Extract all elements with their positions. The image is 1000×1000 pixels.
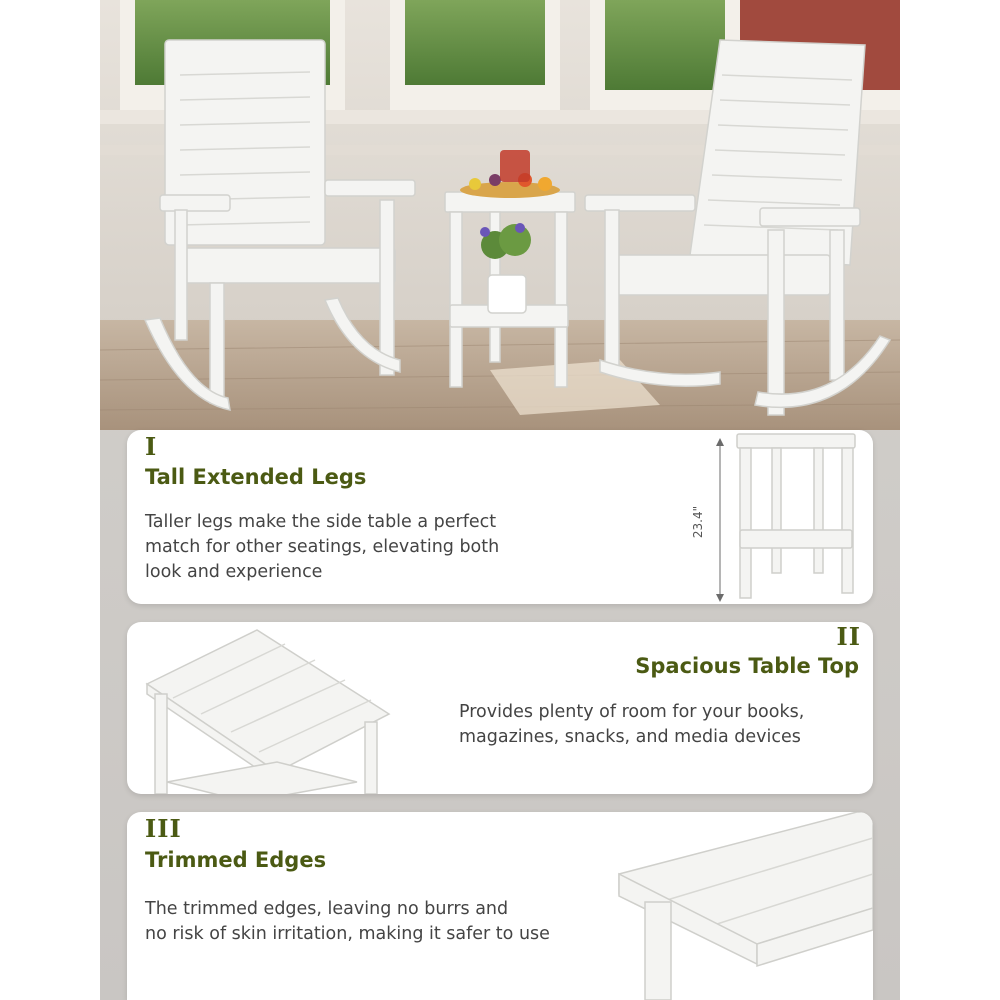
feature-heading: Trimmed Edges [145,848,327,872]
feature-numeral: II [836,622,861,651]
trimmed-edge-closeup [607,812,873,1000]
feature-description: Taller legs make the side table a perfect match for other seatings, elevating both look and experience [145,512,500,582]
feature-card-tall-legs [127,430,873,604]
feature-card-table-top [127,622,873,794]
feature-description: Provides plenty of room for your books, magazines, snacks, and media devices [459,702,805,747]
feature-card-trimmed-edges [127,812,873,1000]
feature-heading: Spacious Table Top [635,654,859,678]
product-infographic [100,0,900,1000]
feature-numeral: I [145,432,158,461]
feature-heading: Tall Extended Legs [145,465,367,489]
height-dimension-label: 23.4" [691,505,706,539]
table-top-illustration [127,622,407,794]
tall-table-illustration [692,430,872,604]
hero-photo [100,0,900,430]
feature-description: The trimmed edges, leaving no burrs and no risk of skin irritation, making it safer to use [145,899,550,944]
feature-numeral: III [145,814,182,843]
